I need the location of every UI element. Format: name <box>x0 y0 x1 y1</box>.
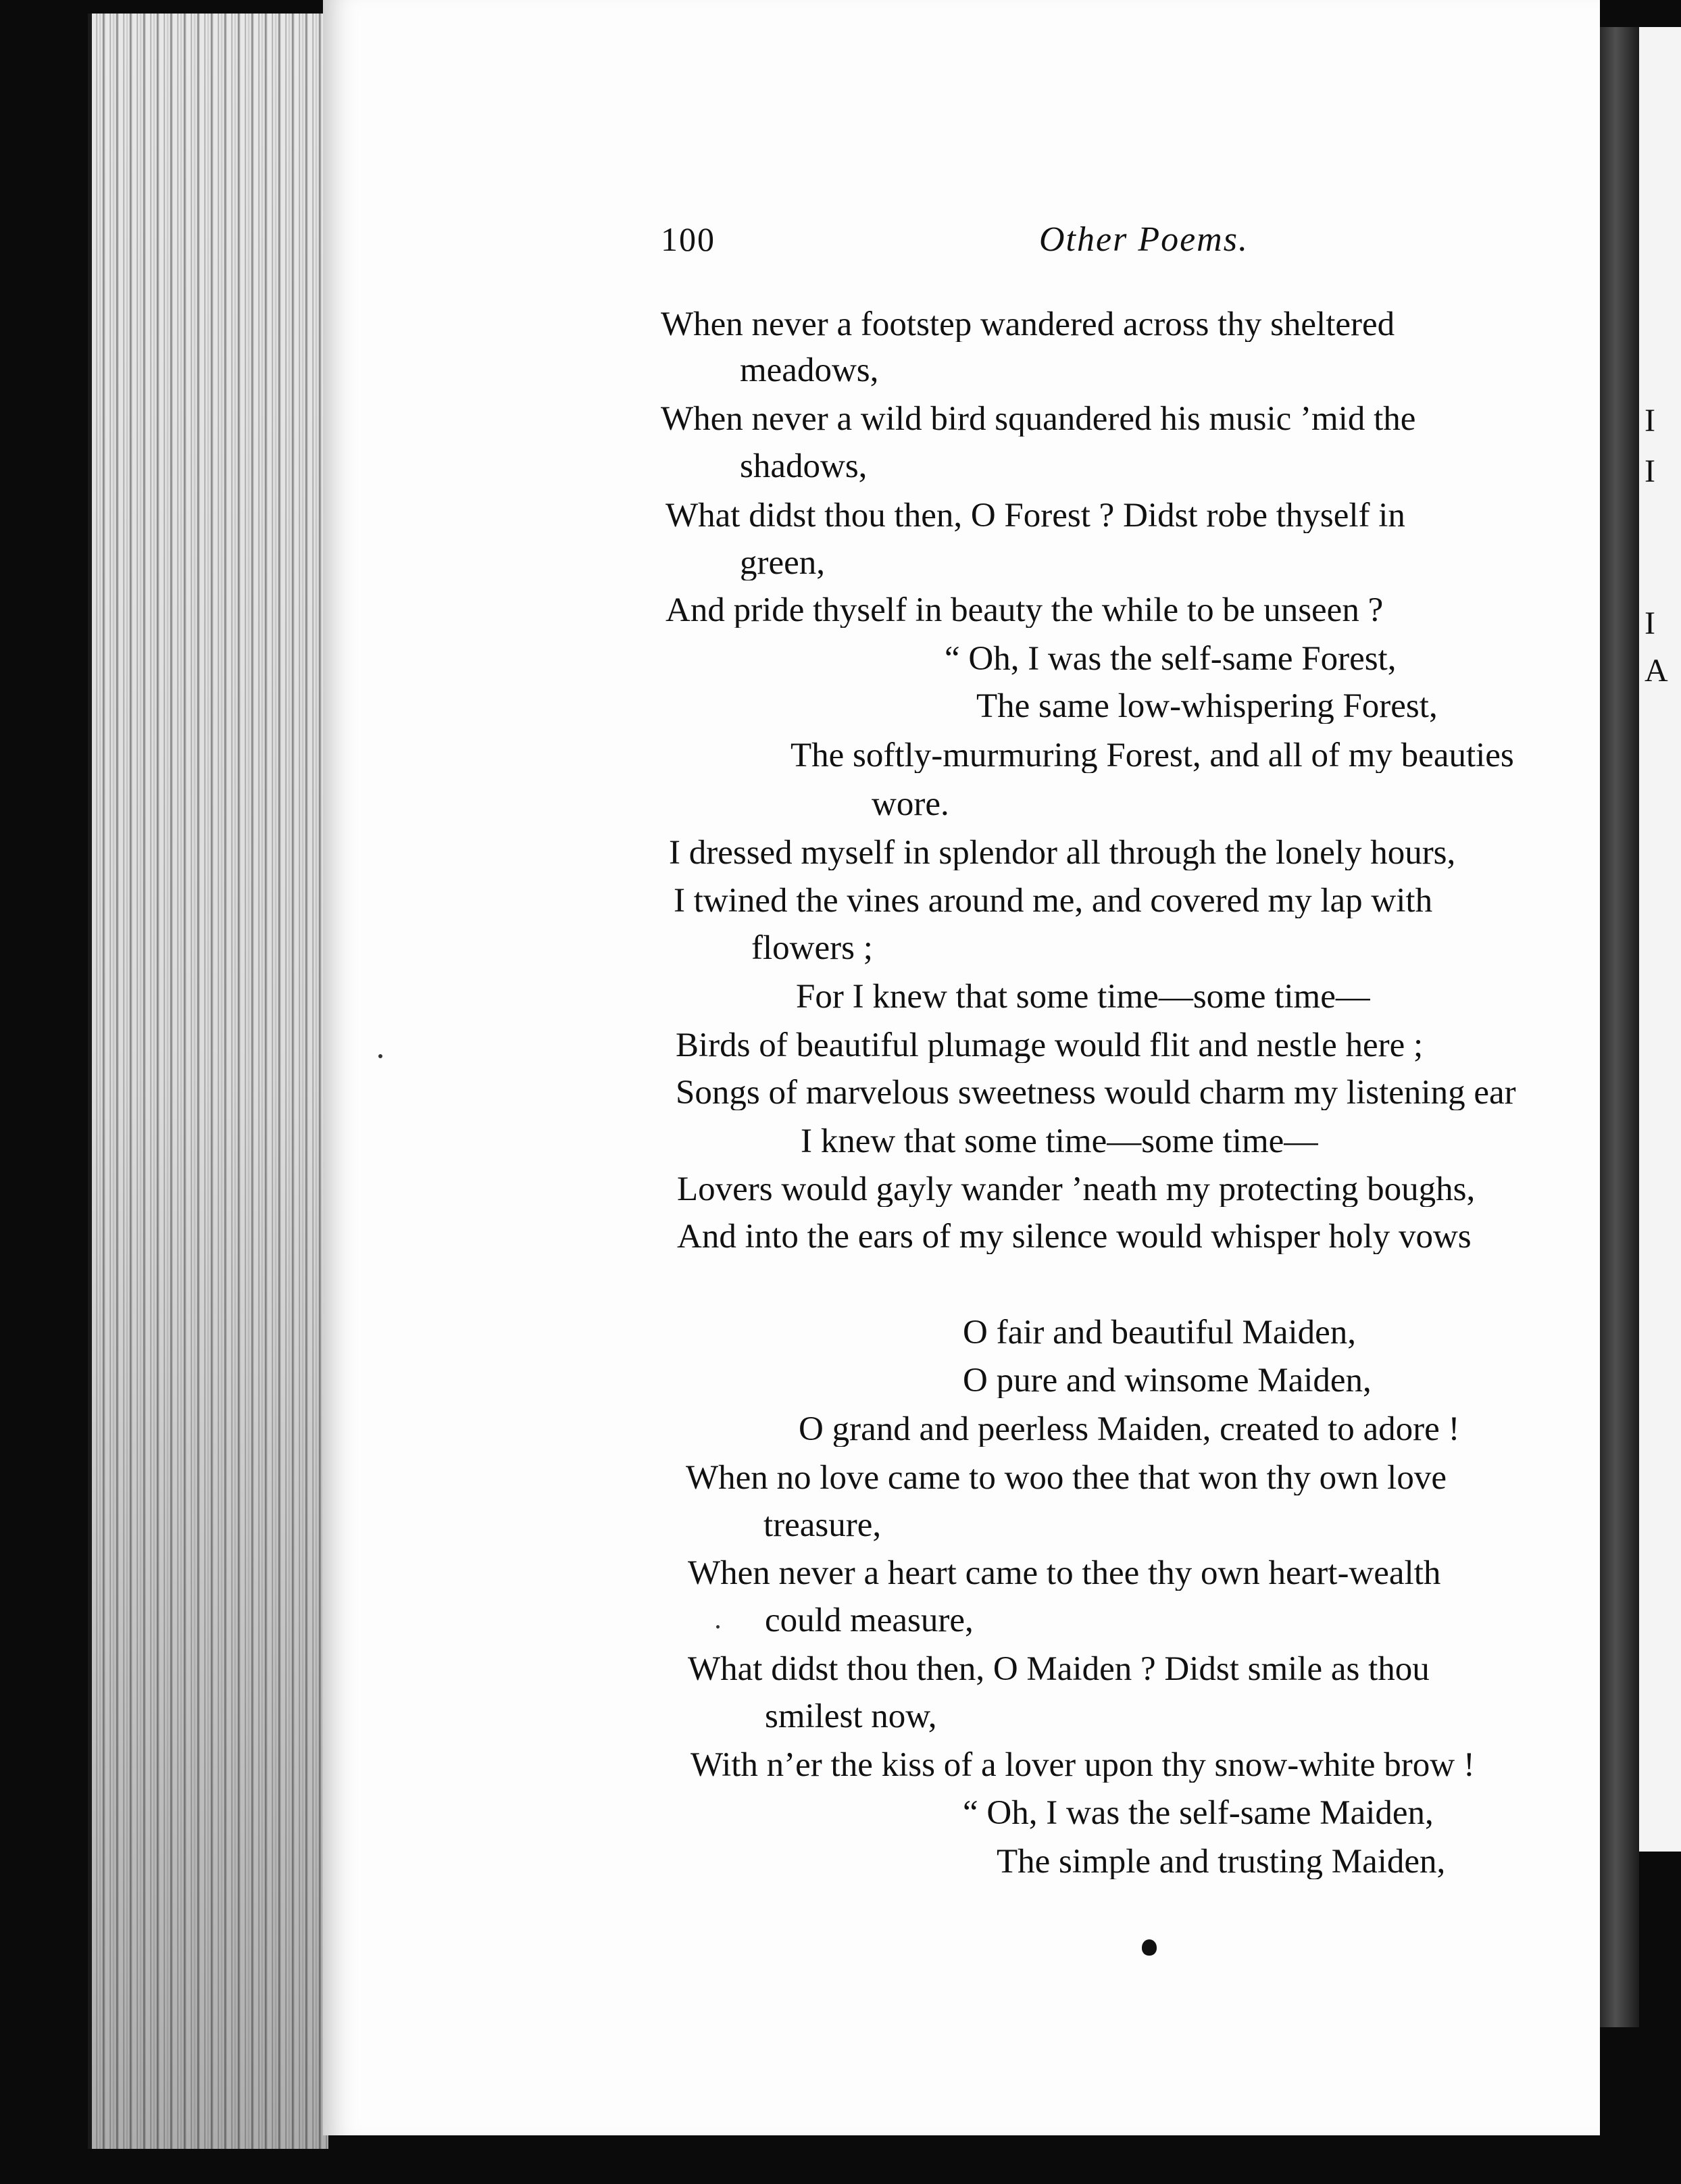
poem-line: smilest now, <box>765 1699 937 1734</box>
poem-line: meadows, <box>740 353 879 388</box>
poem-line: Songs of marvelous sweetness would charm my listening ear <box>676 1076 1516 1110</box>
facing-page-letter: A <box>1645 653 1668 689</box>
paper-speck <box>716 1625 720 1629</box>
poem-line: could measure, <box>765 1604 974 1638</box>
poem-line: I twined the vines around me, and covered my lap with <box>674 884 1433 918</box>
running-head: Other Poems. <box>1039 220 1249 259</box>
poem-line: The softly-murmuring Forest, and all of my beauties <box>791 739 1514 773</box>
poem-line: For I knew that some time—some time— <box>796 980 1370 1014</box>
poem-line: I knew that some time—some time— <box>801 1124 1319 1159</box>
poem-line: And pride thyself in beauty the while to be unseen ? <box>666 593 1384 628</box>
poem-line: What didst thou then, O Forest ? Didst robe thyself in <box>666 499 1405 533</box>
facing-page-letter: I <box>1645 453 1655 489</box>
facing-page-letter: I <box>1645 605 1655 641</box>
poem-line: When never a heart came to thee thy own heart-wealth <box>688 1556 1441 1591</box>
poem-line: And into the ears of my silence would whisper holy vows <box>677 1220 1472 1254</box>
poem-line: treasure, <box>763 1508 882 1543</box>
poem-line: flowers ; <box>751 931 873 966</box>
poem-line: When no love came to woo thee that won thy own love <box>686 1461 1447 1495</box>
poem-line: With n’er the kiss of a lover upon thy snow-white brow ! <box>691 1748 1475 1783</box>
poem-line: When never a footstep wandered across thy sheltered <box>661 307 1395 342</box>
poem-line: “ Oh, I was the self-same Forest, <box>945 642 1397 676</box>
poem-line: O fair and beautiful Maiden, <box>963 1316 1357 1350</box>
poem-line: What didst thou then, O Maiden ? Didst smile as thou <box>688 1652 1430 1687</box>
poem-line: O pure and winsome Maiden, <box>963 1364 1372 1398</box>
poem-line: green, <box>740 546 826 580</box>
facing-page-letter: I <box>1645 403 1655 439</box>
poem-line: shadows, <box>740 449 868 484</box>
poem-line: O grand and peerless Maiden, created to adore ! <box>799 1412 1460 1447</box>
paper-speck <box>378 1054 382 1058</box>
poem-line: I dressed myself in splendor all through the lonely hours, <box>669 836 1456 870</box>
poem-line: Lovers would gayly wander ’neath my protecting boughs, <box>677 1172 1476 1207</box>
folio-mark <box>1142 1939 1157 1956</box>
poem-line: Birds of beautiful plumage would flit and nestle here ; <box>676 1028 1424 1063</box>
poem-line: “ Oh, I was the self-same Maiden, <box>963 1796 1434 1831</box>
poem-line: The simple and trusting Maiden, <box>997 1845 1446 1879</box>
page-number: 100 <box>661 220 716 258</box>
poem-line: When never a wild bird squandered his music ’mid the <box>661 402 1416 437</box>
poem-line: wore. <box>872 787 949 822</box>
poem-line: The same low-whispering Forest, <box>976 689 1438 724</box>
